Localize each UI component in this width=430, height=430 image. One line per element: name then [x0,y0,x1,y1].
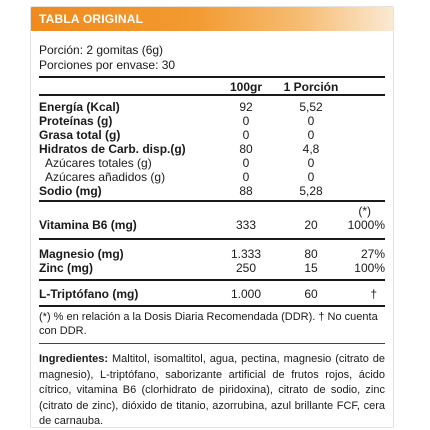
row-value-100g: 88 [239,184,253,198]
row-value-100g: 80 [239,142,253,156]
ingredients-label: Ingredientes: [39,353,109,365]
row-label: Proteínas (g) [39,114,113,128]
row-value-100g: 0 [242,128,250,142]
row-value-100g: 1.000 [213,280,279,305]
row-label: L-Triptófano (mg) [39,280,213,305]
row-value-100g: 0 [242,114,250,128]
row-label: Azúcares añadidos (g) [45,170,166,184]
table-row [39,170,385,184]
row-value-portion: 0 [307,170,315,184]
nutrition-table [39,76,385,305]
row-value-portion: 4,8 [302,142,320,156]
serving-info [39,31,385,73]
table-row [39,114,385,128]
row-label: Zinc (mg) [39,261,93,275]
row-value-portion: 0 [307,128,315,142]
column-header-blank [39,77,213,95]
column-header-portion: 1 Porción [279,77,343,95]
table-row [39,95,385,114]
row-label: Vitamina B6 (mg) [39,218,137,232]
row-value-portion: 0 [307,114,315,128]
row-label: Sodio (mg) [39,184,102,198]
row-value-portion: 0 [307,156,315,170]
table-row [39,156,385,170]
servings-per-pack: Porciones por envase: 30 [39,58,176,72]
row-value-pct: 100% [354,261,385,275]
row-value-portion: 5,28 [299,184,323,198]
row-value-portion: 60 [279,280,343,305]
table-row [39,218,385,239]
row-value-100g: 92 [213,95,279,114]
column-header-pct [343,77,385,95]
column-header-row [39,77,385,95]
table-title: TABLA ORIGINAL [31,7,393,31]
row-value-100g: 333 [235,218,257,232]
row-value-portion: 5,52 [279,95,343,114]
table-row [39,261,385,280]
row-value-100g: 0 [242,156,250,170]
row-value-100g: 0 [242,170,250,184]
table-row [39,280,385,305]
row-value-pct: 1000% [347,218,385,232]
row-value-100g: 250 [235,261,257,275]
table-row [39,142,385,156]
nutrition-body [31,31,393,428]
row-label: Magnesio (mg) [39,239,213,261]
row-label: Grasa total (g) [39,128,121,142]
table-row [39,184,385,201]
ingredients [39,344,385,428]
row-value-portion: 80 [279,239,343,261]
row-value-pct: † [343,280,385,305]
dose-marker-row [39,201,385,218]
row-value-100g: 1.333 [213,239,279,261]
row-value-portion: 20 [304,218,318,232]
ingredients-text: Maltitol, isomaltitol, agua, pectina, magnesio (citrato de magnesio), L-triptófano, saborizante artificial de frutos rojos, ácido cítrico, vitamina B6 (clorhidrato de piridoxina), citrato de sodio, zinc (citrato de zinc), dióxido de titanio, azorrubina, azul brillante FCF, cera de carnauba. [39,353,385,427]
row-label: Energía (Kcal) [39,95,213,114]
nutrition-card [30,6,394,428]
row-label: Hidratos de Carb. disp.(g) [39,142,186,156]
table-row [39,128,385,142]
dose-marker: (*) [343,201,385,218]
footnote: (*) % en relación a la Dosis Diaria Recomendada (DDR). † No cuenta con DDR. [39,311,378,337]
column-header-100g: 100gr [213,77,279,95]
row-value-portion: 15 [304,261,318,275]
table-row [39,239,385,261]
row-label: Azúcares totales (g) [45,156,152,170]
serving-size: Porción: 2 gomitas (6g) [39,43,164,57]
row-value-pct: 27% [343,239,385,261]
